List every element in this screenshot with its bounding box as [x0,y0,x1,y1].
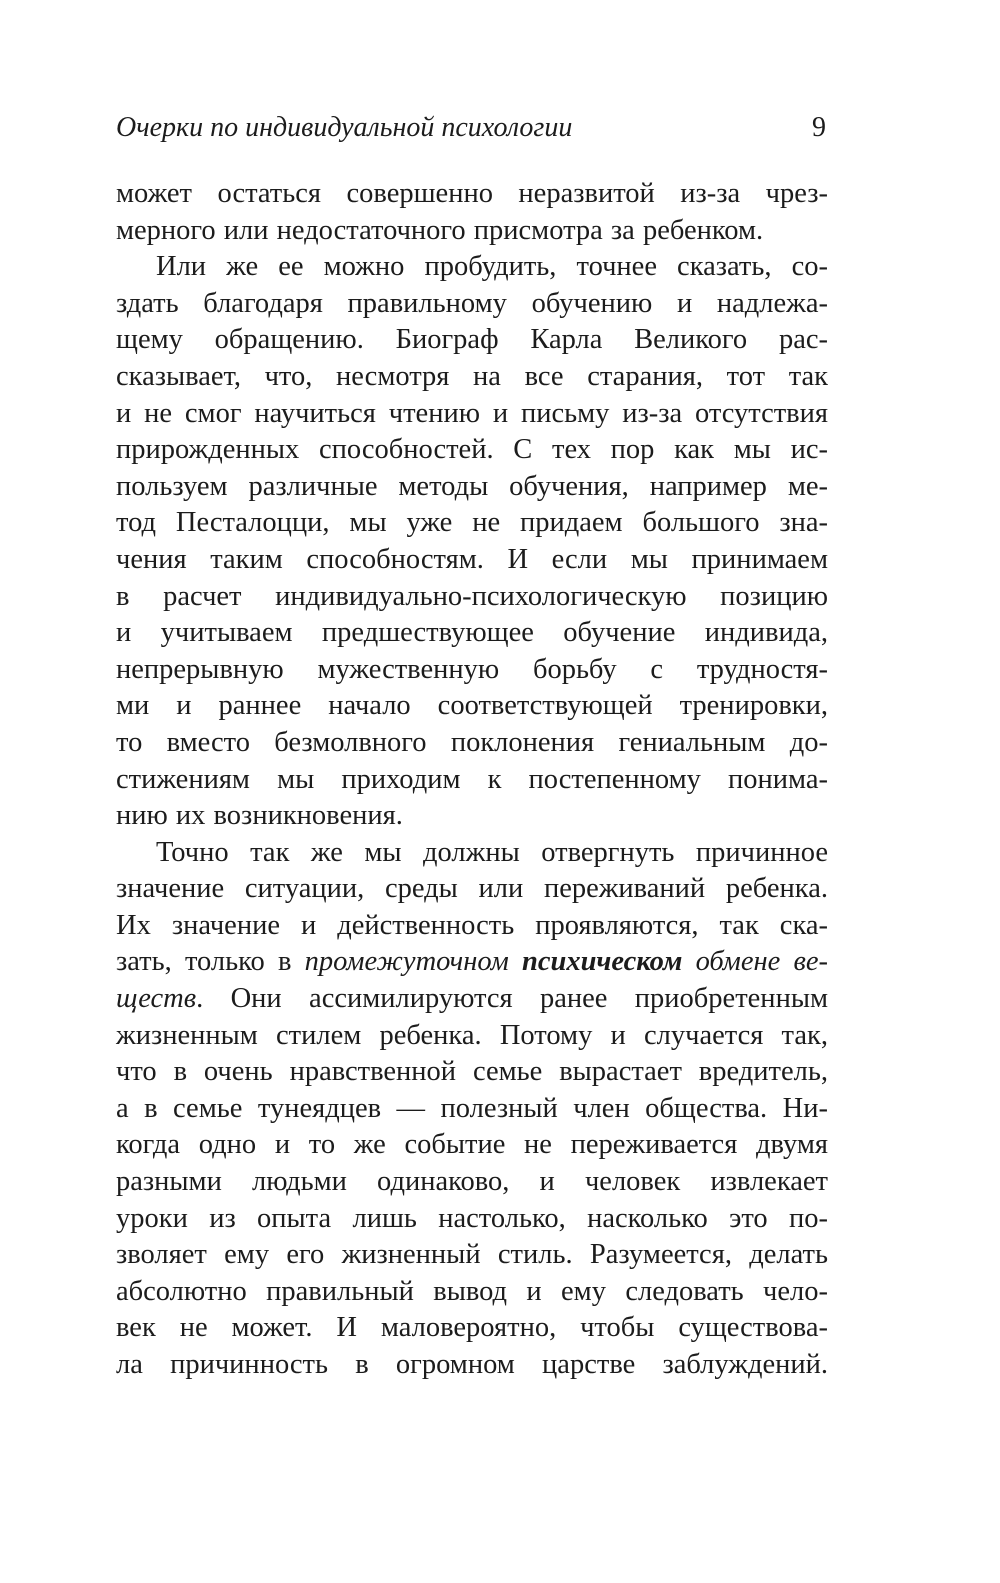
page-number: 9 [812,112,826,143]
text-run: . Они ассимилируются ранее приобретенным [196,983,828,1015]
running-title: Очерки по индивидуальной психологии [116,112,573,143]
text-line: а в семье тунеядцев — полезный член общества. Ни- [116,1092,828,1124]
text-line-mixed [116,944,828,981]
text-line: когда одно и то же событие не переживается двумя [116,1129,828,1161]
text-line: ла причинность в огромном царстве заблуждений. [116,1349,828,1380]
text-line: что в очень нравственной семье вырастает вредитель, [116,1056,828,1088]
book-page [116,108,828,1384]
italic-term: промежуточном [304,946,509,978]
text-line: может остаться совершенно неразвитой из-за чрез- [116,178,828,209]
text-line: сказывает, что, несмотря на все старания, тот так [116,360,828,392]
text-line: то вместо безмолвного поклонения гениальным до- [116,726,828,758]
italic-term: обмене ве- [695,946,829,978]
text-run [509,946,522,977]
text-line: прирожденных способностей. С тех пор как мы ис- [116,434,828,466]
running-header [116,108,828,152]
text-line: нию их возникновения. [116,800,403,832]
text-run [682,946,695,977]
text-line: стижениям мы приходим к постепенному понима- [116,763,828,795]
text-run: зать, только в [116,946,305,978]
text-line: абсолютно правильный вывод и ему следовать чело- [116,1275,828,1307]
text-line: век не может. И маловероятно, чтобы существова- [116,1312,828,1344]
text-line: мерного или недостаточного присмотра за ребенком. [116,214,764,246]
text-line: Их значение и действенность проявляются, так ска- [116,909,828,941]
text-line: зволяет ему его жизненный стиль. Разумеется, делать [116,1239,828,1271]
italic-term: ществ [116,983,197,1015]
text-line-mixed [116,981,828,1018]
bold-italic-term: психическом [521,946,683,978]
text-line: ми и раннее начало соответствующей тренировки, [116,690,828,722]
body-text [116,176,828,1384]
text-line: пользуем различные методы обучения, например ме- [116,470,828,502]
text-line: и не смог научиться чтению и письму из-за отсутствия [116,397,828,429]
text-line: непрерывную мужественную борьбу с трудностя- [116,653,828,685]
text-line: здать благодаря правильному обучению и надлежа- [116,287,828,319]
text-line: уроки из опыта лишь настолько, насколько это по- [116,1202,828,1234]
text-line: и учитываем предшествующее обучение индивида, [116,617,828,649]
text-line: в расчет индивидуально-психологическую позицию [116,580,828,612]
text-line: тод Песталоцци, мы уже не придаем большого зна- [116,507,828,539]
text-line: Или же ее можно пробудить, точнее сказать, со- [156,251,828,283]
text-line: значение ситуации, среды или переживаний ребенка. [116,873,828,905]
text-line: чения таким способностям. И если мы принимаем [116,543,828,575]
text-line: щему обращению. Биограф Карла Великого рас- [116,324,828,356]
text-line: Точно так же мы должны отвергнуть причинное [156,836,828,868]
text-line: жизненным стилем ребенка. Потому и случается так, [116,1019,828,1051]
text-line: разными людьми одинаково, и человек извлекает [116,1166,828,1198]
